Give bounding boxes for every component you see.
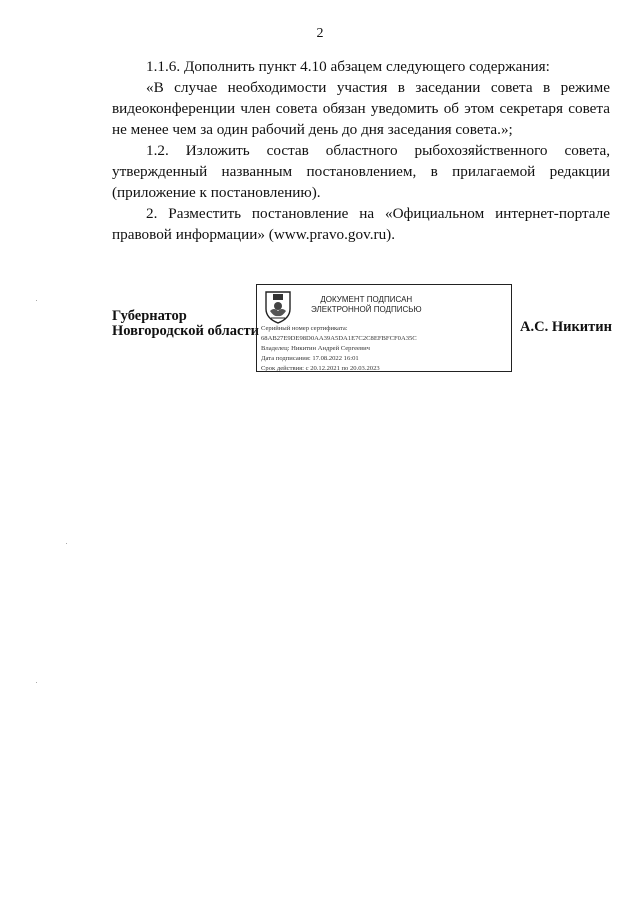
signatory-title bbox=[112, 309, 259, 339]
stamp-heading-line1: ДОКУМЕНТ ПОДПИСАН bbox=[320, 295, 413, 304]
signature-block bbox=[112, 284, 612, 384]
stamp-owner: Владелец: Никитин Андрей Сергеевич bbox=[261, 345, 370, 352]
stamp-date: Дата подписания: 17.08.2022 16:01 bbox=[261, 355, 359, 362]
stamp-serial-value: 68AB27E9DE98D0AA39A5DA1E7C2C8EFBFCF0A35C bbox=[261, 335, 417, 342]
electronic-signature-stamp bbox=[256, 284, 512, 372]
paragraph-2: «В случае необходимости участия в заседании совета в режиме видеоконференции член совета обязан уведомить об этом секретаря совета не менее чем за один рабочий день до дня заседания совета.»; bbox=[112, 79, 610, 138]
scan-speck bbox=[66, 543, 67, 544]
signatory-title-line1: Губернатор bbox=[112, 308, 187, 324]
stamp-heading-line2: ЭЛЕКТРОННОЙ ПОДПИСЬЮ bbox=[311, 305, 422, 314]
page-number: 2 bbox=[316, 26, 324, 41]
signatory-name: А.С. Никитин bbox=[520, 319, 612, 335]
scan-speck bbox=[36, 300, 37, 301]
stamp-serial-label: Серийный номер сертификата: bbox=[261, 325, 348, 332]
scan-speck bbox=[36, 682, 37, 683]
stamp-heading bbox=[311, 295, 422, 315]
stamp-details bbox=[261, 324, 417, 374]
coat-of-arms-icon bbox=[263, 290, 293, 324]
signatory-title-line2: Новгородской области bbox=[112, 323, 259, 339]
paragraph-1: 1.1.6. Дополнить пункт 4.10 абзацем следующего содержания: bbox=[146, 58, 550, 75]
paragraph-3: 1.2. Изложить состав областного рыбохозяйственного совета, утвержденный названным постановлением, в прилагаемой редакции (приложение к постановлению). bbox=[112, 142, 610, 201]
document-body bbox=[112, 56, 610, 245]
paragraph-4: 2. Разместить постановление на «Официальном интернет-портале правовой информации» (www.pravo.gov.ru). bbox=[112, 205, 610, 243]
stamp-validity: Срок действия: с 20.12.2021 по 20.03.2023 bbox=[261, 365, 380, 372]
